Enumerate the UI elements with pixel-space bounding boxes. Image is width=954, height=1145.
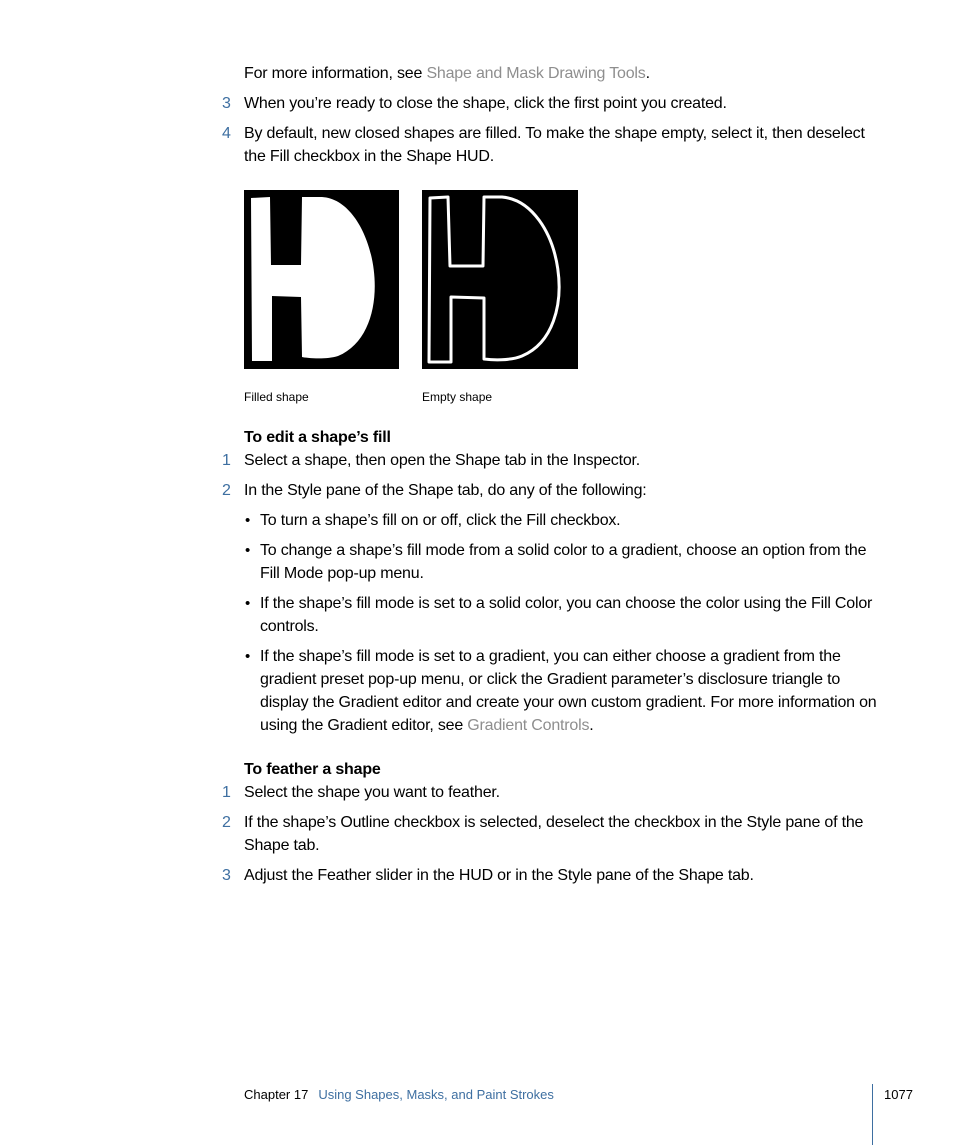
step-text: Select the shape you want to feather. bbox=[244, 784, 500, 801]
step-number: 2 bbox=[222, 482, 231, 499]
bullet-period: . bbox=[589, 717, 594, 734]
step-number: 2 bbox=[222, 814, 231, 831]
page-number: 1077 bbox=[884, 1087, 913, 1102]
bullet-marker: • bbox=[245, 648, 251, 665]
section-heading-feather: To feather a shape bbox=[244, 761, 381, 778]
filled-shape-illustration bbox=[244, 190, 399, 369]
intro-paragraph bbox=[244, 62, 884, 85]
footer-divider bbox=[872, 1084, 873, 1145]
step-text: By default, new closed shapes are filled. To make the shape empty, select it, then deselect the Fill checkbox in the Shape HUD. bbox=[244, 125, 865, 165]
bullet-text-body: If the shape’s fill mode is set to a gradient, you can either choose a gradient from the gradient preset pop-up menu, or click the Gradient parameter’s disclosure triangle to display the Gradient editor and create your own custom gradient. For more information on using the Gradient editor, see bbox=[260, 648, 877, 734]
empty-shape-image bbox=[422, 190, 578, 369]
step-number: 1 bbox=[222, 784, 231, 801]
footer-chapter bbox=[244, 1087, 554, 1103]
step-number: 4 bbox=[222, 125, 231, 142]
bullet-marker: • bbox=[245, 595, 251, 612]
chapter-title-link[interactable]: Using Shapes, Masks, and Paint Strokes bbox=[318, 1087, 554, 1102]
filled-shape-caption: Filled shape bbox=[244, 390, 309, 404]
step-text: In the Style pane of the Shape tab, do any of the following: bbox=[244, 482, 647, 499]
intro-period: . bbox=[645, 65, 650, 82]
bullet-text: To turn a shape’s fill on or off, click the Fill checkbox. bbox=[260, 512, 621, 529]
step-number: 3 bbox=[222, 95, 231, 112]
filled-shape-image bbox=[244, 190, 399, 369]
empty-shape-caption: Empty shape bbox=[422, 390, 493, 404]
step-text: Select a shape, then open the Shape tab in the Inspector. bbox=[244, 452, 641, 469]
bullet-marker: • bbox=[245, 512, 251, 529]
shape-mask-tools-link[interactable]: Shape and Mask Drawing Tools bbox=[426, 65, 646, 82]
bullet-marker: • bbox=[245, 542, 251, 559]
chapter-label: Chapter 17 bbox=[244, 1087, 309, 1102]
step-text: Adjust the Feather slider in the HUD or in the Style pane of the Shape tab. bbox=[244, 867, 754, 884]
bullet-text: If the shape’s fill mode is set to a solid color, you can choose the color using the Fill Color controls. bbox=[260, 595, 873, 635]
step-text: When you’re ready to close the shape, click the first point you created. bbox=[244, 95, 727, 112]
section-heading-edit-fill: To edit a shape’s fill bbox=[244, 429, 391, 446]
empty-shape-illustration bbox=[422, 190, 578, 369]
bullet-text bbox=[260, 645, 880, 737]
step-number: 1 bbox=[222, 452, 231, 469]
bullet-text: To change a shape’s fill mode from a solid color to a gradient, choose an option from the Fill Mode pop-up menu. bbox=[260, 542, 867, 582]
intro-text: For more information, see bbox=[244, 65, 427, 82]
step-text: If the shape’s Outline checkbox is selected, deselect the checkbox in the Style pane of the Shape tab. bbox=[244, 814, 864, 854]
gradient-controls-link[interactable]: Gradient Controls bbox=[467, 717, 590, 734]
step-number: 3 bbox=[222, 867, 231, 884]
